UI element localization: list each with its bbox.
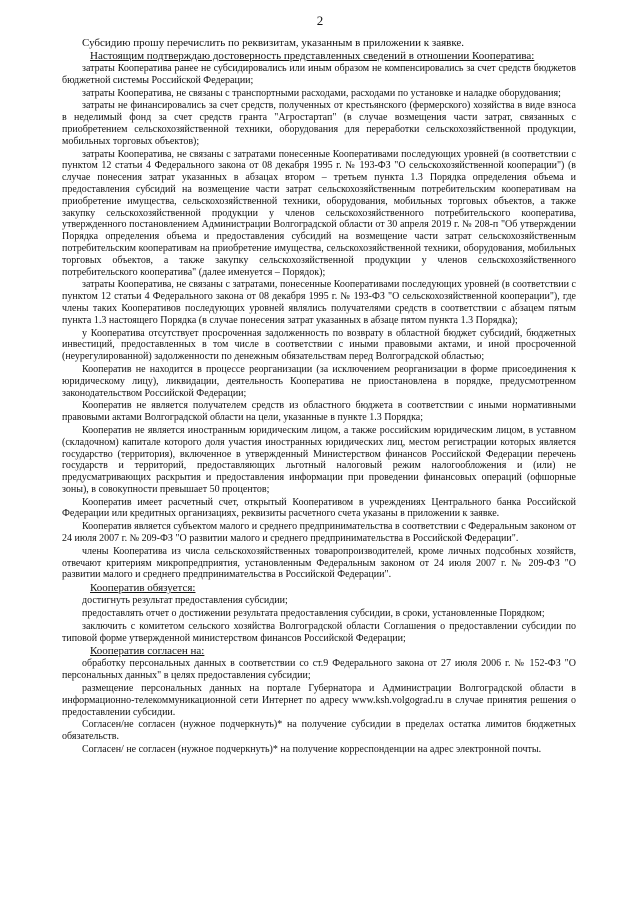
confirm-paragraph: затраты Кооператива ранее не субсидировались или иным образом не компенсировались за счет средств бюджетов бюджетной системы Российской Федерации; <box>62 63 576 86</box>
consent-paragraph: размещение персональных данных на портале Губернатора и Администрации Волгоградской области в информационно-телекоммуникационной сети Интернет по адресу www.ksh.volgograd.ru в случае принятия решения о предоставлении субсидии. <box>62 683 576 718</box>
obligation-paragraph: предоставлять отчет о достижении результата предоставления субсидии, в сроки, установленные Порядком; <box>82 608 545 620</box>
consent-paragraph: Согласен/ не согласен (нужное подчеркнуть)* на получение корреспонденции на адрес электронной почты. <box>82 744 542 756</box>
section-obligations-heading: Кооператив обязуется: <box>90 582 196 595</box>
confirm-paragraph: Кооператив не находится в процессе реорганизации (за исключением реорганизации в форме присоединения к юридическому лицу), ликвидации, деятельность Кооператива не приостановлена в порядке, предусмотренном законодательством Российской Федерации; <box>62 363 576 399</box>
section-consent-heading: Кооператив согласен на: <box>90 645 205 658</box>
obligation-paragraph: заключить с комитетом сельского хозяйства Волгоградской области Соглашения о предоставлении субсидии по типовой форме утвержденной министерством финансов Российской Федерации; <box>62 620 576 644</box>
confirm-paragraph: у Кооператива отсутствует просроченная задолженность по возврату в областной бюджет субсидий, бюджетных инвестиций, предоставленных в том числе в соответствии с иными правовыми актами, и иной просроченной (неурегулированной) задолженности по денежным обязательствам перед Волгоградской областью; <box>62 327 576 363</box>
confirm-paragraph: затраты Кооператива, не связаны с затратами понесенные Кооперативами последующих уровней (в соответствии с пунктом 12 статьи 4 Федерального закона от 08 декабря 1995 г. № 193-ФЗ "О сельскохозяйственной кооперации") (в случае понесения затрат указанных в абзацах втором – третьем пункта 1.3 Порядка определения объема и предоставления субсидий на возмещение части затрат сельскохозяйственным потребительским кооперативам на приобретение имущества, сельскохозяйственной техники, оборудования, мобильных торговых объектов, а также закупку сельскохозяйственной продукции у членов сельскохозяйственного потребительского кооператива, утвержденного постановлением Администрации Волгоградской области от 30 апреля 2019 г. № 208-п "Об утверждении Порядка определения объема и предоставления субсидий на возмещение части затрат сельскохозяйственным потребительским кооперативам на приобретение имущества, сельскохозяйственной техники, оборудования, мобильных торговых объектов, а также закупку сельскохозяйственной продукции у членов сельскохозяйственного потребительского кооператива" (далее именуется – Порядок); <box>62 148 576 278</box>
confirm-paragraph: затраты Кооператива, не связаны с затратами, понесенные Кооперативами последующих уровней (в соответствии с пунктом 12 статьи 4 Федерального закона от 08 декабря 1995 г. № 193-ФЗ "О сельскохозяйственной кооперации"), где члены таких Кооперативов последующих уровней являлись получателями средств в соответствии с абзацем пятым пункта 1.3 настоящего Порядка (в случае понесения затрат указанных в абзаце пятом пункта 1.3 Порядка); <box>62 279 576 326</box>
consent-paragraph: обработку персональных данных в соответствии со ст.9 Федерального закона от 27 июля 2006 г. № 152-ФЗ "О персональных данных" в целях предоставления субсидии; <box>62 658 576 682</box>
page-number: 2 <box>316 13 324 28</box>
section-consent <box>62 645 576 755</box>
confirm-paragraph: члены Кооператива из числа сельскохозяйственных товаропроизводителей, кроме личных подсобных хозяйств, отвечают критериям микропредприятия, установленным Федеральным законом от 24 июля 2007 г. № 209-ФЗ "О развитии малого и среднего предпринимательства в Российской Федерации". <box>62 545 576 581</box>
obligation-paragraph: достигнуть результат предоставления субсидии; <box>82 595 288 607</box>
confirm-paragraph: Кооператив является субъектом малого и среднего предпринимательства в соответствии с Федеральным законом от 24 июля 2007 г. № 209-ФЗ "О развитии малого и среднего предпринимательства в Российской Федерации". <box>62 521 576 545</box>
document-body <box>62 37 576 757</box>
confirm-paragraph: Кооператив не является получателем средств из областного бюджета в соответствии с иными нормативными правовыми актами Волгоградской области на цели, указанные в пункте 1.3 Порядка; <box>62 400 576 424</box>
confirm-paragraph: затраты не финансировались за счет средств, полученных от крестьянского (фермерского) хозяйства в виде взноса в неделимый фонд за счет средств гранта "Агростартап" (в случае возмещения части затрат, связанных с приобретением сельскохозяйственной техники, оборудования для переработки сельскохозяйственной продукции, мобильных торговых объектов); <box>62 100 576 147</box>
confirm-paragraph: Кооператив не является иностранным юридическим лицом, а также российским юридическим лицом, в уставном (складочном) капитале которого доля участия иностранных юридических лиц, местом регистрации которых является государство (территория), включенное в утвержденный Министерством финансов Российской Федерации перечень государств и территорий, предоставляющих льготный налоговый режим налогообложения и (или) не предусматривающих раскрытия и предоставления информации при проведении финансовых операций (офшорные зоны), в совокупности превышает 50 процентов; <box>62 424 576 495</box>
confirm-paragraph: затраты Кооператива, не связаны с транспортными расходами, расходами по установке и наладке оборудования; <box>82 87 561 99</box>
confirm-paragraph: Кооператив имеет расчетный счет, открытый Кооперативом в учреждениях Центрального банка Российской Федерации или кредитных организациях, реквизиты расчетного счета указаны в приложении к заявке. <box>62 496 576 520</box>
consent-paragraph: Согласен/не согласен (нужное подчеркнуть)* на получение субсидии в пределах остатка лимитов бюджетных обязательств. <box>62 719 576 743</box>
section-confirm-heading: Настоящим подтверждаю достоверность представленных сведений в отношении Кооператива: <box>90 50 535 62</box>
intro-paragraph: Субсидию прошу перечислить по реквизитам, указанным в приложении к заявке. <box>82 37 465 49</box>
section-confirm <box>62 50 576 581</box>
section-obligations <box>62 582 576 644</box>
